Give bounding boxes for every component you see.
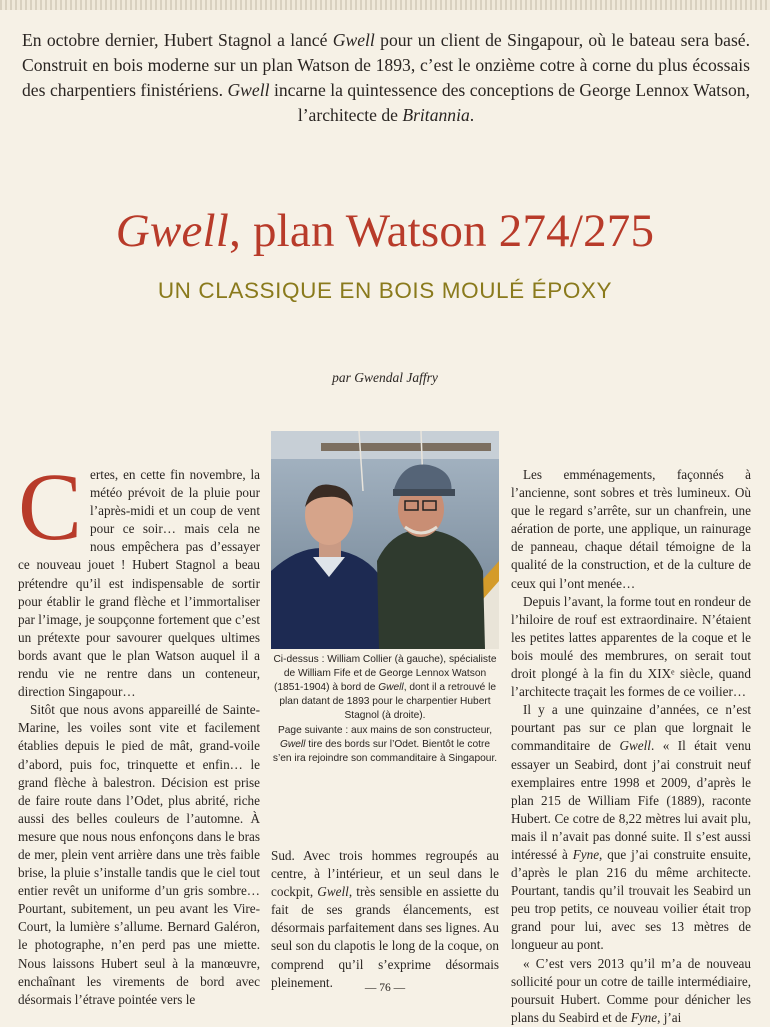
article-title [0, 204, 770, 258]
paragraph-text: . « Il était venu essayer un Seabird, dont j’ai construit neuf exemplaires entre 1998 et 2009, d’après le plan 215 de William Fife (1889), raconte Hubert. Ce cotre de 8,22 mètres lui avait plu, mais il n’avait pas donné suite. Il s’est aussi intéressé à [511, 738, 752, 862]
boat-name: Gwell [619, 738, 651, 754]
paragraph-text: , très sensible en assiette du fait de ses grands élancements, est désormais parfaitement dans ses lignes. Au seul son du clapotis le long de la coque, on comprend qu’il s’exprime désormais pleinement. [271, 884, 499, 990]
intro-paragraph [22, 28, 750, 128]
intro-text: pour un client de Singapour, où le bateau sera basé. Construit en bois moderne sur un plan Watson de 1893, c’est le onzième cotre à corne du plus écossais des charpentiers finistériens. [22, 30, 751, 100]
page-number: — 76 — [364, 982, 406, 994]
intro-text: En octobre dernier, Hubert Stagnol a lancé [22, 30, 333, 50]
boat-name: Gwell [279, 739, 306, 750]
title-rest: , plan Watson 274/275 [229, 205, 655, 257]
photo-illustration [271, 431, 499, 649]
byline: par Gwendal Jaffry [332, 370, 438, 385]
caption-paragraph [271, 653, 499, 723]
boat-name: Gwell [378, 682, 404, 693]
top-border-strip [0, 0, 770, 10]
article-paragraph: Les emménagements, façonnés à l’ancienne, sont sobres et très lumineux. Où que le regard s’arrête, sur un chanfrein, une aération de porte, une applique, un rainurage de panneau, chaque détail témoigne de la qualité de la construction, et de la culture de ceux qui l’ont menée… [511, 467, 751, 591]
article-paragraph: Sitôt que nous avons appareillé de Sainte-Marine, les voiles sont vite et facilement établies depuis le pied de mât, grand-voile d’abord, puis foc, trinquette et enfin… le grand flèche à balestron. Décision est prise de faire route dans l’Odet, plus abrité, riche aussi des belles couleurs de l’automne. À mesure que nous nous enfonçons dans le bras de mer, plein vent arrière dans une très faible brise, la pluie s’installe tandis que le ciel tout entier revêt un uniforme d’un gris sombre… Pourtant, subitement, un peu avant les Vire-Court, la lumière s’allume. Bernard Galéron, le photographe, n’en perd pas une miette. Nous laissons Hubert seul à la manœuvre, enchaînant les virements de bord avec désormais l’étrave pointée vers le [18, 702, 260, 1007]
caption-paragraph [271, 724, 499, 766]
paragraph-text: , j’ai [657, 1009, 682, 1025]
paragraph-text: , que j’ai construite ensuite, d’après le plan 216 du même architecte. Pourtant, tandis qu’il trouvait les Seabird un peu trop petits, ce nouveau voilier était trop grand pour lui, avec ses 13 mètres de longueur au pont. [511, 846, 751, 953]
boat-name: Gwell [227, 80, 270, 100]
boat-name: Gwell [332, 30, 375, 50]
article-paragraph [511, 701, 751, 954]
caption-text: Ci-dessus : William Collier (à gauche), spécialiste de William Fife et de George Lennox Watson (1851-1904) à bord de [273, 654, 497, 693]
paragraph-text: « C’est vers 2013 qu’il m’a de nouveau sollicité pour un cotre de taille intermédiaire, poursuit Hubert. Comme pour dénicher les plans du Seabird et de [511, 955, 751, 1025]
intro-text: incarne la quintessence des conceptions de George Lennox Watson, l’architecte de [269, 80, 750, 125]
photo-caption [271, 653, 499, 766]
photo-two-men-on-boat [271, 431, 499, 649]
title-boat-name: Gwell [115, 205, 230, 257]
column-right [511, 466, 751, 1027]
caption-text: Page suivante : aux mains de son constructeur, [277, 725, 493, 736]
caption-text: , dont il a retrouvé le plan datant de 1893 pour le charpentier Hubert Stagnol (à droite). [279, 682, 496, 721]
column-left [18, 453, 260, 1009]
article-paragraph [511, 593, 751, 702]
intro-text: . [469, 105, 475, 125]
article-paragraph [18, 453, 260, 701]
century-numeral: XIXᵉ [647, 666, 675, 682]
boat-name: Gwell [317, 884, 349, 900]
column-middle [271, 847, 499, 992]
paragraph-text: siècle, quand l’architecte traçait les formes de ce voilier… [511, 666, 751, 700]
boat-name: Fyne [572, 846, 600, 862]
paragraph-text: Sud. Avec trois hommes regroupés au centre, à l’intérieur, et un seul dans le cockpit, [271, 848, 499, 900]
caption-text: tire des bords sur l’Odet. Bientôt le cotre s’en ira rejoindre son commanditaire à Singapour. [272, 739, 498, 764]
article-paragraph [271, 847, 499, 992]
paragraph-text: Depuis l’avant, la forme tout en rondeur de l’hiloire de rouf est extraordinaire. N’étaient les petites lattes apparentes de la coque et le bois moulé des membrures, on serait tout droit plongé à la fin du [511, 593, 751, 682]
article-subtitle: UN CLASSIQUE EN BOIS MOULÉ ÉPOXY [157, 278, 613, 303]
boat-name: Britannia [402, 105, 470, 125]
boat-name: Fyne [630, 1009, 658, 1025]
drop-cap: C [18, 453, 83, 560]
paragraph-text: ertes, en cette fin novembre, la météo prévoit de la pluie pour l’après-midi et un coup de vent pour ce soir… mais cela ne nous empêchera pas d’essayer ce nouveau jouet ! Hubert Stagnol a beau prétendre qu’il est indispensable de sortir pour établir le grand flèche et l’immortaliser par l’image, je soupçonne fortement que c’est un prétexte pour savourer quelques ultimes bords avant que le plan Watson auquel il a rendu vie ne rentre dans un conteneur, direction Singapour… [18, 467, 260, 700]
paragraph-text: Il y a une quinzaine d’années, ce n’est pourtant pas sur ce plan que lorgnait le commanditaire de [511, 702, 751, 754]
